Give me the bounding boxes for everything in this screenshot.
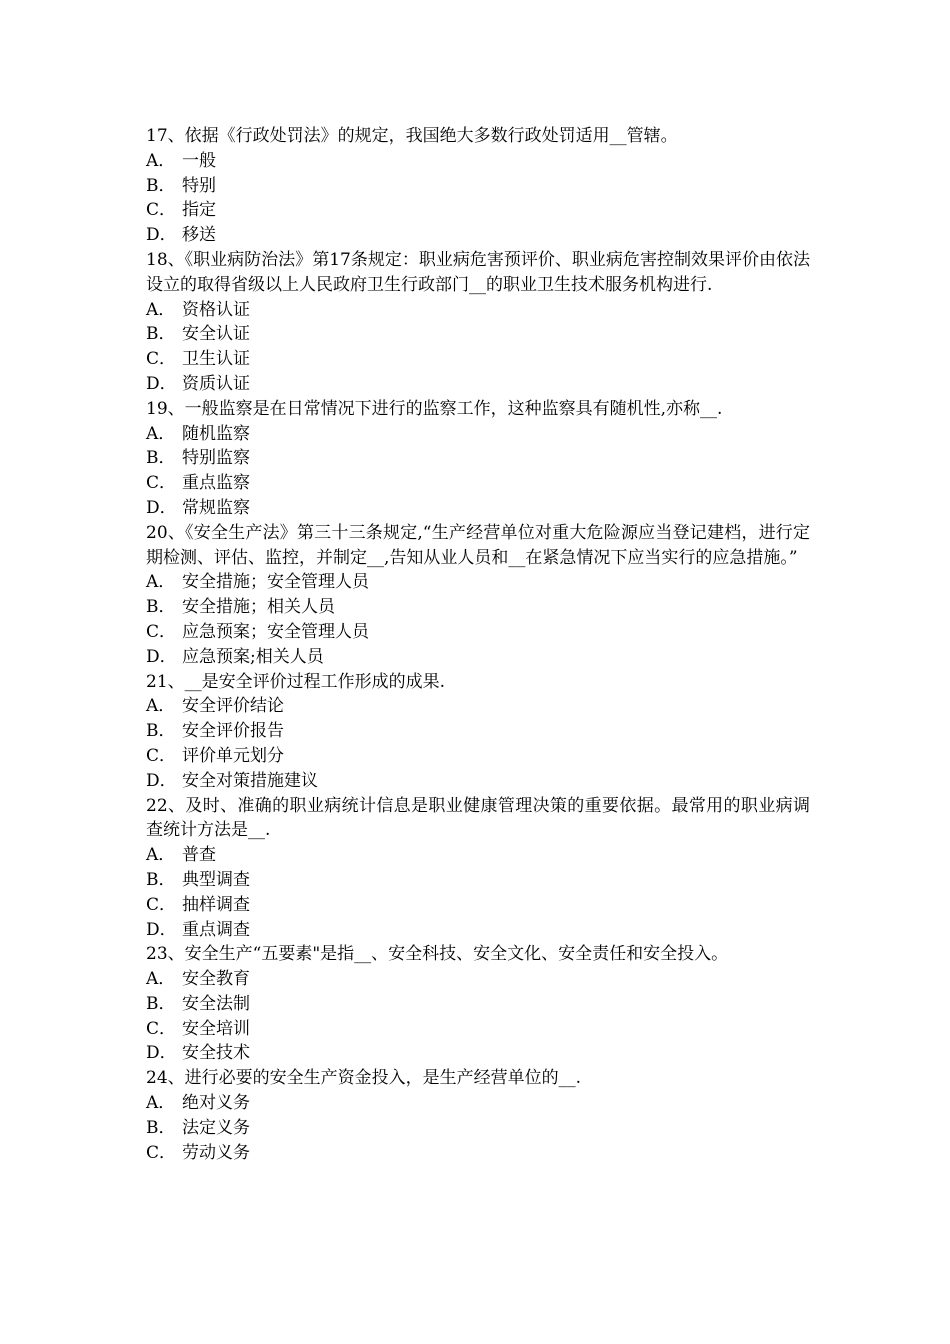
option-d: [146, 1041, 810, 1066]
option-text: 重点调查: [182, 919, 250, 940]
question-stem: 22、及时、准确的职业病统计信息是职业健康管理决策的重要依据。最常用的职业病调查统计方法是__.: [146, 795, 810, 841]
option-a: [146, 149, 810, 174]
option-letter: A．: [146, 845, 176, 866]
question-24: [146, 1066, 810, 1165]
option-text: 随机监察: [182, 423, 250, 444]
question-stem: 18、《职业病防治法》第17条规定：职业病危害预评价、职业病危害控制效果评价由依法设立的取得省级以上人民政府卫生行政部门__的职业卫生技术服务机构进行.: [146, 249, 810, 295]
option-letter: A．: [146, 299, 176, 320]
option-letter: A．: [146, 969, 176, 990]
option-text: 资格认证: [182, 299, 250, 320]
question-17: [146, 124, 810, 248]
option-letter: C．: [146, 200, 177, 221]
question-stem: 24、进行必要的安全生产资金投入，是生产经营单位的__.: [146, 1068, 582, 1089]
option-letter: A．: [146, 696, 176, 717]
option-text: 一般: [182, 150, 216, 171]
option-text: 普查: [182, 845, 216, 866]
question-stem: 19、一般监察是在日常情况下进行的监察工作，这种监察具有随机性,亦称__.: [146, 398, 723, 419]
option-d: [146, 372, 810, 397]
option-letter: B．: [146, 448, 176, 469]
option-text: 安全认证: [182, 324, 250, 345]
option-text: 特别: [182, 175, 216, 196]
option-letter: D．: [146, 919, 177, 940]
option-c: [146, 347, 810, 372]
option-text: 资质认证: [182, 373, 250, 394]
option-d: [146, 223, 810, 248]
option-text: 安全技术: [182, 1043, 250, 1064]
option-text: 安全教育: [182, 969, 250, 990]
option-text: 评价单元划分: [182, 745, 284, 766]
option-letter: D．: [146, 770, 177, 791]
option-letter: C．: [146, 349, 177, 370]
option-c: [146, 1017, 810, 1042]
option-letter: D．: [146, 646, 177, 667]
option-text: 绝对义务: [182, 1093, 250, 1114]
option-text: 抽样调查: [182, 894, 250, 915]
option-text: 移送: [182, 225, 216, 246]
option-letter: C．: [146, 745, 177, 766]
option-c: [146, 893, 810, 918]
option-b: [146, 446, 810, 471]
option-text: 应急预案；安全管理人员: [182, 621, 369, 642]
option-letter: B．: [146, 869, 176, 890]
option-b: [146, 322, 810, 347]
option-letter: C．: [146, 894, 177, 915]
question-23: [146, 942, 810, 1066]
option-letter: D．: [146, 373, 177, 394]
option-b: [146, 1116, 810, 1141]
option-b: [146, 174, 810, 199]
option-letter: B．: [146, 1117, 176, 1138]
option-d: [146, 645, 810, 670]
option-letter: A．: [146, 1093, 176, 1114]
question-stem: 17、依据《行政处罚法》的规定，我国绝大多数行政处罚适用__管辖。: [146, 126, 678, 146]
option-a: [146, 694, 810, 719]
option-text: 安全措施；安全管理人员: [182, 572, 369, 593]
question-22: [146, 794, 810, 943]
option-text: 特别监察: [182, 448, 250, 469]
option-letter: D．: [146, 497, 177, 518]
option-text: 指定: [182, 200, 216, 221]
option-letter: B．: [146, 721, 176, 742]
option-a: [146, 422, 810, 447]
question-21: [146, 670, 810, 794]
question-list: [146, 124, 810, 1165]
option-a: [146, 967, 810, 992]
option-letter: C．: [146, 1142, 177, 1163]
option-d: [146, 918, 810, 943]
option-c: [146, 1141, 810, 1166]
option-text: 常规监察: [182, 497, 250, 518]
option-letter: B．: [146, 175, 176, 196]
option-letter: D．: [146, 1043, 177, 1064]
option-text: 安全对策措施建议: [182, 770, 318, 791]
option-c: [146, 471, 810, 496]
option-a: [146, 570, 810, 595]
option-letter: A．: [146, 572, 176, 593]
option-text: 卫生认证: [182, 349, 250, 370]
question-stem: 23、安全生产“五要素"是指__、安全科技、安全文化、安全责任和安全投入。: [146, 944, 729, 965]
option-letter: B．: [146, 993, 176, 1014]
option-d: [146, 496, 810, 521]
option-text: 典型调查: [182, 869, 250, 890]
option-letter: B．: [146, 324, 176, 345]
option-letter: A．: [146, 150, 176, 171]
question-20: [146, 521, 810, 670]
option-letter: A．: [146, 423, 176, 444]
option-text: 安全评价结论: [182, 696, 284, 717]
option-c: [146, 620, 810, 645]
option-c: [146, 744, 810, 769]
option-letter: C．: [146, 621, 177, 642]
option-letter: B．: [146, 597, 176, 618]
option-text: 安全法制: [182, 993, 250, 1014]
option-a: [146, 1091, 810, 1116]
option-letter: D．: [146, 225, 177, 246]
option-a: [146, 843, 810, 868]
option-c: [146, 198, 810, 223]
question-stem: 20、《安全生产法》第三十三条规定,“生产经营单位对重大危险源应当登记建档，进行定期检测、评估、监控，并制定__,告知从业人员和__在紧急情况下应当实行的应急措施。”: [146, 522, 810, 568]
option-text: 应急预案;相关人员: [182, 646, 324, 667]
option-b: [146, 868, 810, 893]
option-text: 劳动义务: [182, 1142, 250, 1163]
question-stem: 21、__是安全评价过程工作形成的成果.: [146, 671, 446, 692]
question-19: [146, 397, 810, 521]
option-text: 安全措施；相关人员: [182, 597, 335, 618]
question-18: [146, 248, 810, 397]
option-b: [146, 595, 810, 620]
option-b: [146, 719, 810, 744]
option-letter: C．: [146, 1018, 177, 1039]
option-d: [146, 769, 810, 794]
option-text: 安全培训: [182, 1018, 250, 1039]
option-a: [146, 298, 810, 323]
option-text: 重点监察: [182, 473, 250, 494]
option-text: 安全评价报告: [182, 721, 284, 742]
option-b: [146, 992, 810, 1017]
option-text: 法定义务: [182, 1117, 250, 1138]
option-letter: C．: [146, 473, 177, 494]
